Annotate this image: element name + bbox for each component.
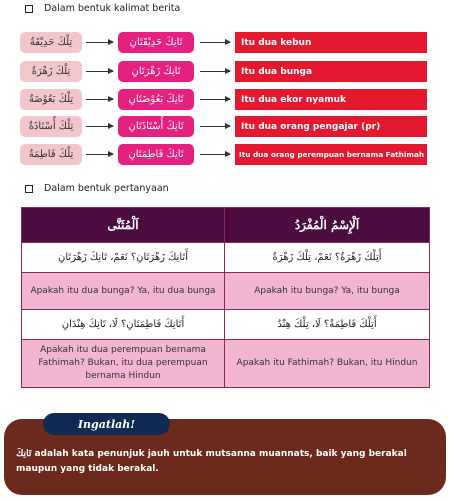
statement-row-3 <box>0 89 449 111</box>
statement-row-1 <box>0 32 449 54</box>
arrow-right-icon <box>86 99 113 100</box>
note-arabic-word: تَانِكَ <box>16 449 32 459</box>
square-bullet-icon <box>25 5 33 13</box>
meaning-box: Itu dua orang perempuan bernama Fathimah <box>235 144 427 165</box>
muthanna-box: تَانِكَ أُسْتَاذَتَانِ <box>118 116 194 137</box>
arrow-right-icon <box>200 154 230 155</box>
note-body: adalah kata penunjuk jauh untuk mutsanna muannats, baik yang berakal maupun yang tidak berakal. <box>16 449 407 474</box>
mufrad-box: تِلْكَ فَاطِمَةُ <box>20 144 82 165</box>
section-statement-heading <box>25 3 180 14</box>
arrow-right-icon <box>200 126 230 127</box>
meaning-box: Itu dua orang pengajar (pr) <box>235 116 427 137</box>
table-row <box>22 310 430 340</box>
mufrad-meaning-cell: Apakah itu Fathimah? Bukan, itu Hindun <box>225 340 430 388</box>
mufrad-box: تِلْكَ بَعُوْضَةٌ <box>20 89 82 110</box>
meaning-box: Itu dua ekor nyamuk <box>235 89 427 110</box>
arrow-right-icon <box>86 71 113 72</box>
section-question-title: Dalam bentuk pertanyaan <box>44 183 169 194</box>
section-question-heading <box>25 183 169 194</box>
statement-row-2 <box>0 61 449 83</box>
muthanna-box: تَانِكَ فَاطِمَتَانِ <box>118 144 194 165</box>
note-tag: Ingatlah! <box>43 413 170 435</box>
arrow-right-icon <box>200 71 230 72</box>
note-text <box>16 447 434 477</box>
mufrad-box: تِلْكَ حَدِيْقَةٌ <box>20 32 82 53</box>
muthanna-box: تَانِكَ زَهْرَتَانِ <box>118 61 194 82</box>
arrow-right-icon <box>86 126 113 127</box>
statement-row-4 <box>0 116 449 138</box>
square-bullet-icon <box>25 185 33 193</box>
arrow-right-icon <box>86 154 113 155</box>
arrow-right-icon <box>200 42 230 43</box>
mufrad-box: تِلْكَ أُسْتَاذَةٌ <box>20 116 82 137</box>
muthanna-arabic-cell: أَتَانِكَ زَهْرَتَانِ؟ نَعَمْ، تَانِكَ زَهْرَتَانِ <box>22 243 225 273</box>
section-statement-title: Dalam bentuk kalimat berita <box>44 3 181 14</box>
table-row <box>22 340 430 388</box>
muthanna-meaning-cell: Apakah itu dua perempuan bernama Fathimah? Bukan, itu dua perempuan bernama Hindun <box>22 340 225 388</box>
mufrad-arabic-cell: أَتِلْكَ فَاطِمَةُ؟ لَا، تِلْكَ هِنْدُ <box>225 310 430 340</box>
table-row <box>22 243 430 273</box>
statement-row-5 <box>0 144 449 166</box>
table-row <box>22 273 430 310</box>
question-table <box>21 207 430 388</box>
muthanna-box: تَانِكَ بَعُوْضَتَانِ <box>118 89 194 110</box>
header-mufrad: اَلْإِسْمُ الْمُفْرَدُ <box>225 208 430 243</box>
table-header-row <box>22 208 430 243</box>
mufrad-meaning-cell: Apakah itu bunga? Ya, itu bunga <box>225 273 430 310</box>
arrow-right-icon <box>86 42 113 43</box>
muthanna-box: تَانِكَ حَدِيْقَتَانِ <box>118 32 194 53</box>
mufrad-arabic-cell: أَتِلْكَ زَهْرَةٌ؟ نَعَمْ، تِلْكَ زَهْرَةٌ <box>225 243 430 273</box>
muthanna-arabic-cell: أَتَانِكَ فَاطِمَتَانِ؟ لَا، تَانِكَ هِنْدَانِ <box>22 310 225 340</box>
arrow-right-icon <box>200 99 230 100</box>
header-muthanna: اَلْمُثَنَّى <box>22 208 225 243</box>
meaning-box: Itu dua kebun <box>235 32 427 53</box>
muthanna-meaning-cell: Apakah itu dua bunga? Ya, itu dua bunga <box>22 273 225 310</box>
mufrad-box: تِلْكَ زَهْرَةٌ <box>20 61 82 82</box>
meaning-box: Itu dua bunga <box>235 61 427 82</box>
